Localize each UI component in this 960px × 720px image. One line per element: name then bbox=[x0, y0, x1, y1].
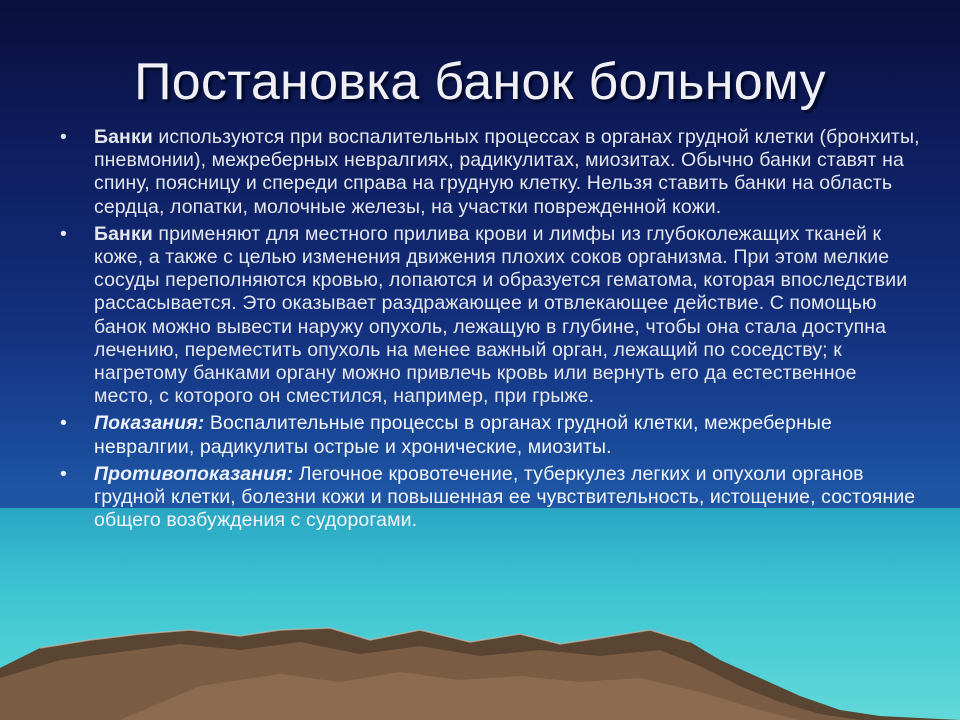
bullet-list bbox=[60, 126, 920, 536]
bullet-lead: Показания: bbox=[94, 412, 205, 435]
bullet-dot: • bbox=[60, 412, 67, 435]
bullet-text: Легочное кровотечение, туберкулез легких и опухоли органов грудной клетки, болезни кожи и повышенная ее чувствительность, истощение, состояние общего возбуждения с судорогами. bbox=[94, 462, 916, 532]
slide-title: Постановка банок больному bbox=[134, 53, 826, 111]
bullet-lead: Банки bbox=[94, 126, 153, 148]
bullet-dot: • bbox=[60, 462, 67, 485]
bullet-item bbox=[60, 412, 920, 458]
bullet-lead: Банки bbox=[94, 222, 153, 245]
bullet-dot: • bbox=[60, 126, 67, 148]
bullet-lead: Противопоказания: bbox=[94, 462, 294, 485]
bullet-text: используются при воспалительных процессах в органах грудной клетки (бронхиты, пневмонии), межреберных невралгиях, радикулитах, миозитах. Обычно банки ставят на спину, поясницу и спереди справа на грудную клетку. Нельзя ставить банки на область сердца, лопатки, молочные железы, на участки поврежденной кожи. bbox=[94, 126, 920, 218]
bullet-text: применяют для местного прилива крови и лимфы из глубоколежащих тканей к коже, а также с целью изменения движения плохих соков организма. При этом мелкие сосуды переполняются кровью, лопаются и образуется гематома, которая впоследствии рассасывается. Это оказывает раздражающее и отвлекающее действие. С помощью банок можно вывести наружу опухоль, лежащую в глубине, чтобы она стала доступна лечению, переместить опухоль на менее важный орган, лежащий по соседству; к нагретому банками органу можно привлечь кровь или вернуть его да естественное место, с которого он сместился, например, при грыже. bbox=[94, 222, 908, 408]
bullet-item bbox=[60, 126, 920, 219]
mountains-illustration bbox=[0, 600, 960, 720]
bullet-item bbox=[60, 223, 920, 409]
bullet-dot: • bbox=[60, 222, 67, 245]
bullet-item bbox=[60, 463, 920, 533]
bullet-text: Воспалительные процессы в органах грудной клетки, межреберные невралгии, радикулиты острые и хронические, миозиты. bbox=[94, 412, 832, 458]
